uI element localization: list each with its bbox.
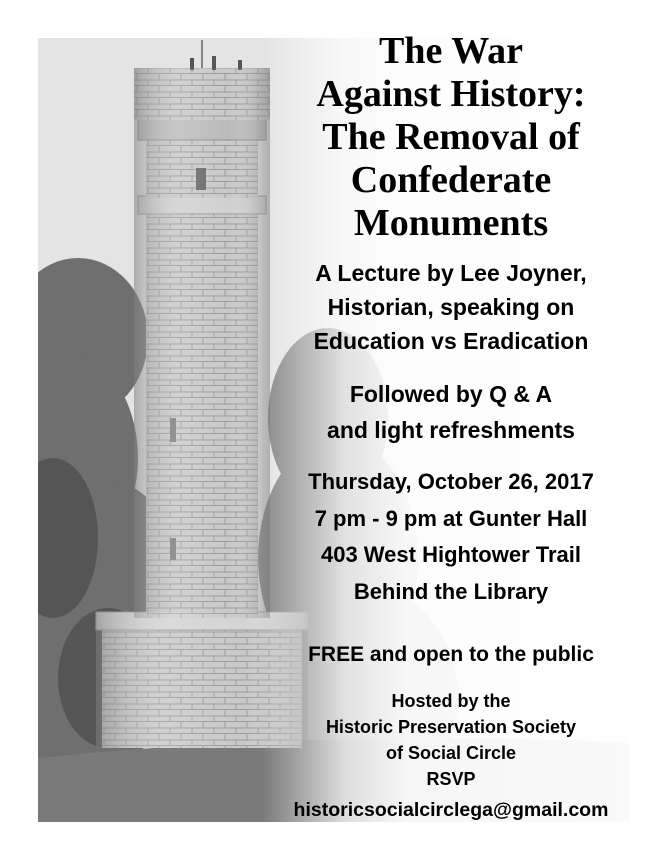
lecture-line: Historian, speaking on (327, 294, 575, 320)
qa-info (262, 376, 640, 448)
rsvp-label: RSVP (426, 769, 476, 789)
host-info (262, 688, 640, 792)
event-address: 403 West Hightower Trail (320, 542, 581, 567)
free-admission: FREE and open to the public (308, 643, 594, 666)
title-line: The Removal of (322, 116, 580, 158)
flyer-title (268, 30, 634, 245)
rsvp-email: historicsocialcirclega@gmail.com (293, 799, 609, 821)
qa-line: Followed by Q & A (349, 381, 553, 407)
lecture-line: Education vs Eradication (313, 328, 589, 354)
event-time-place: 7 pm - 9 pm at Gunter Hall (314, 505, 588, 531)
qa-line: and light refreshments (327, 417, 575, 443)
host-line: Historic Preservation Society (325, 717, 577, 737)
event-details (262, 464, 640, 610)
title-line: The War (379, 30, 523, 72)
event-location-note: Behind the Library (353, 578, 549, 604)
event-date: Thursday, October 26, 2017 (308, 469, 594, 494)
lecture-line: A Lecture by Lee Joyner, (315, 260, 587, 286)
title-line: Monuments (353, 202, 549, 244)
lecture-info (262, 256, 640, 358)
title-line: Against History: (316, 73, 586, 115)
host-line: of Social Circle (385, 743, 517, 763)
host-line: Hosted by the (391, 691, 511, 711)
title-line: Confederate (350, 159, 552, 201)
